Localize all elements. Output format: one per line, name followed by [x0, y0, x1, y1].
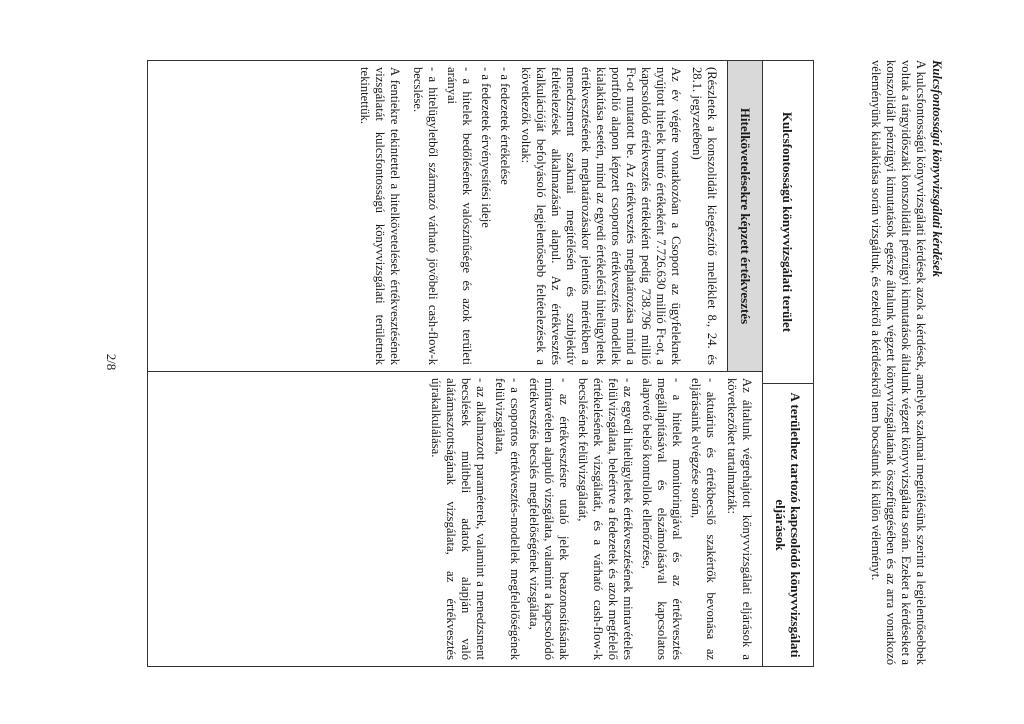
- assumption-item: - a hitelügyletből származó várható jövőbeli cash-flow-k becslése.: [411, 67, 440, 365]
- table-body-row: [148, 61, 762, 666]
- impairment-description: Az év végére vonatkozóan a Csoport az ügyfeleknek nyújtott hitelek bruttó értékeként 7.726.630 millió Ft-ot, a kapcsolódó értékvesztés értékeként pedig 738.796 millió Ft-ot mutatott be. Az értékvesztés meghatározása mind a portfolió alapon képzett csoportos értékvesztés modellek kialakítása esetén, mind az egyedi értékelésű hitelügyletek értékvesztésének meghatározásakor jelentős mértékben a menedzsment szakmai megítélésén és szubjektív feltételezések alkalmazásán alapul. Az értékvesztés kalkulációját befolyásoló legjelentősebb feltételezések a következők voltak:: [519, 67, 683, 365]
- assumption-item: - a fedezetek értékelése: [498, 67, 512, 185]
- procedure-item: - az egyedi hitelügyletek értékvesztésének mintavételes felülvizsgálata, beleértve a fedezetek és azok megfelelő értékelésének vizsgálatát, és a várható cash-flow-k becslésének felülvizsgálatát,: [576, 378, 635, 660]
- procedure-item: - a csoportos értékvesztés-modellek megfelelőségének felülvizsgálata,: [493, 378, 522, 660]
- key-audit-matters-table: [147, 60, 814, 667]
- key-audit-area-text: [351, 61, 727, 371]
- section-heading: Kulcsfontosságú könyvvizsgálati kérdések: [930, 60, 944, 277]
- procedure-item: - az értékvesztésre utaló jelek beazonosításának mintavételen alapuló vizsgálata, valamint a kapcsolódó értékvesztés becslés megfelelőségének vizsgálata,: [527, 378, 571, 660]
- assumption-item: - a hitelek bedőlésének valószínűsége és azok területi arányai: [445, 67, 474, 365]
- page-number: 2/8: [104, 353, 119, 371]
- header-audit-procedures: A területhez tartozó kapcsolódó könyvvizsgálati eljárások: [773, 392, 803, 658]
- intro-section: [868, 60, 944, 665]
- key-audit-area-column: [148, 61, 762, 372]
- notes-reference: (Részletek a konszolidált kiegészítő melléklet 8., 24. és 28.1. jegyzetében): [690, 67, 719, 365]
- procedure-item: - a hitelek monitoringjával és az értékvesztés megállapításával és elszámolásával kapcsolatos alapvető belső kontrollok ellenőrzése,: [640, 378, 684, 660]
- audit-procedures-column: [148, 372, 762, 666]
- header-key-audit-area: Kulcsfontosságú könyvvizsgálati terület: [763, 61, 813, 384]
- table-header-row: [762, 61, 813, 666]
- closing-paragraph: A fentiekre tekintettel a hitelkövetelések értékvesztésének vizsgálatát kulcsfontosságú könyvvizsgálati területnek tekintettük.: [358, 67, 402, 365]
- assumption-item: - a fedezetek érvényesítési ideje: [479, 67, 493, 228]
- intro-paragraph: A kulcsfontosságú könyvvizsgálati kérdések azok a kérdések, amelyek szakmai megítélésünk szerint a legjelentősebbek voltak a tárgyidőszaki konszolidált pénzügyi kimutatások általunk végzett könyvvizsgálata során. Ezeket a kérdéseket a konszolidált pénzügyi kimutatások egésze általunk végzett könyvvizsgálatának összefüggésében és az arra vonatkozó véleményünk kialakítása során vizsgáltuk, és ezekről a kérdésekről nem bocsátunk ki külön véleményt.: [869, 60, 928, 665]
- subheader-loan-impairment: Hitelkövetelésekre képzett értékvesztés: [727, 61, 762, 371]
- procedure-item: - aktuárius és értékbecslő szakértők bevonása az eljárásaink elvégzése során,: [689, 378, 718, 660]
- procedures-intro: Az általunk végrehajtott könyvvizsgálati eljárások a következőket tartalmazták:: [725, 378, 754, 660]
- procedure-item: - az alkalmazott paraméterek, valamint a menedzsment becslések múltbeli adatok alapján való alátámasztottságának vizsgálata, az értékvesztés újrakalkulálása.: [429, 378, 488, 660]
